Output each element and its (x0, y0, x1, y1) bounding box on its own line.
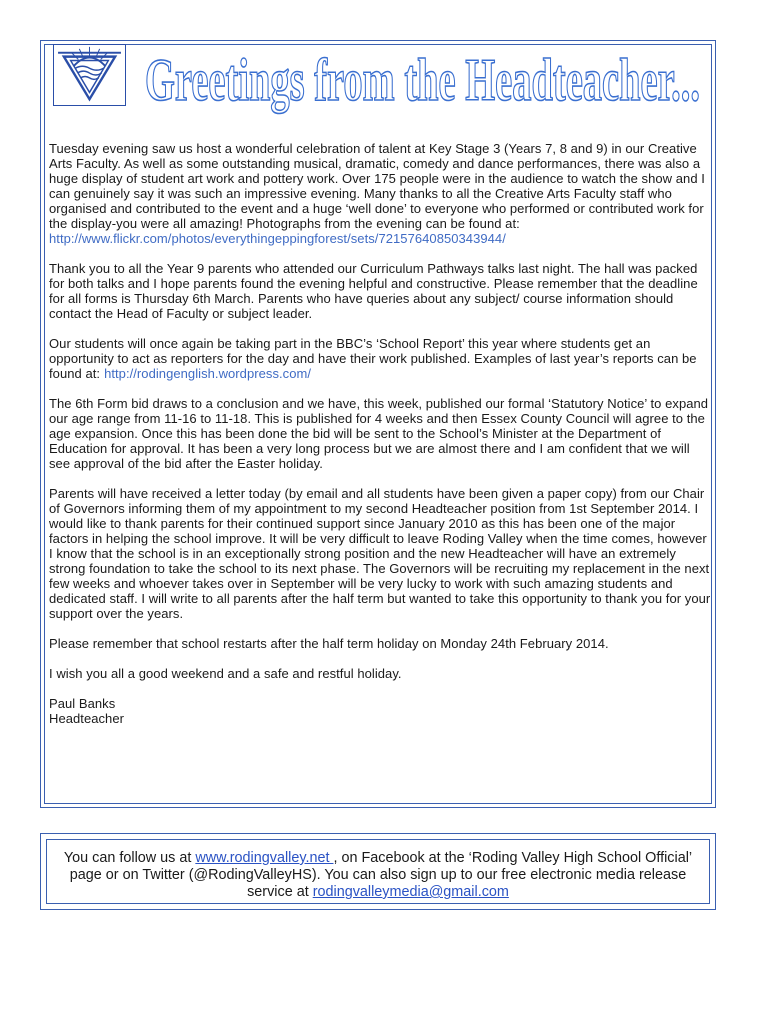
rodingenglish-link[interactable]: http://rodingenglish.wordpress.com/ (104, 366, 312, 381)
footer-text-start: You can follow us at (63, 850, 196, 866)
email-link[interactable]: rodingvalleymedia@gmail.com (312, 884, 509, 900)
school-crest-icon (53, 44, 126, 106)
paragraph-curriculum-pathways: Thank you to all the Year 9 parents who attended our Curriculum Pathways talks last night. The hall was packed for both talks and I hope parents found the evening helpful and constructive. Please remember that the deadline for all forms is Thursday 6th March. Parents who have queries about any subject/ course information should contact the Head of Faculty or subject leader. (49, 261, 698, 321)
signature-role: Headteacher (49, 711, 124, 726)
paragraph-text: Our students will once again be taking part in the BBC’s ‘School Report’ this year where students get an opportunity to act as reporters for the day and have their work published. Examples of last year’s reports can be found at: (49, 336, 697, 381)
paragraph-text: Tuesday evening saw us host a wonderful celebration of talent at Key Stage 3 (Years 7, 8 and 9) in our Creative Arts Faculty. As well as some outstanding musical, dramatic, comedy and dance performances, there was also a huge display of student art work and pottery work. Over 175 people were in the audience to watch the show and I can genuinely say it was such an impressive evening. Many thanks to all the Creative Arts Faculty staff who organised and contributed to the event and a huge ‘well done’ to everyone who performed or contributed work for the display-you were all amazing! Photographs from the evening can be found at: (49, 141, 705, 231)
paragraph-headteacher-appointment: Parents will have received a letter today (by email and all students have been given a paper copy) from our Chair of Governors informing them of my appointment to my second Headteacher position from 1st September 2014. I would like to thank parents for their continued support since January 2010 as this has been one of the major factors in helping the school improve. It will be very difficult to leave Roding Valley when the time comes, however I know that the school is in an exceptionally strong position and the new Headteacher will have an extremely strong foundation to take the school to its next phase. The Governors will be recruiting my replacement in the next few weeks and whoever takes over in September will be very lucky to work with such amazing students and dedicated staff. I will write to all parents after the half term but wanted to take this opportunity to thank you for your support over the years. (49, 486, 711, 621)
website-link[interactable]: www.rodingvalley.net (195, 850, 334, 866)
letter-body (49, 141, 713, 726)
footer-follow-us (52, 850, 704, 901)
footer-text-middle: , on Facebook at the ‘Roding Valley High School Official’ page or on Twitter (@RodingValleyHS). You can also sign up to our free electronic media release service at (69, 850, 693, 900)
paragraph-celebration (49, 141, 713, 246)
page-title (143, 32, 708, 117)
paragraph-term-restart: Please remember that school restarts after the half term holiday on Monday 24th February 2014. (49, 636, 609, 651)
paragraph-sixth-form-bid: The 6th Form bid draws to a conclusion and we have, this week, published our formal ‘Statutory Notice’ to expand our age range from 11-16 to 11-18. This is published for 4 weeks and then Essex County Council will agree to the age expansion. Once this has been done the bid will be sent to the School’s Minister at the Department of Education for approval. It has been a very long process but we are almost there and I am confident that we will see approval of the bid after the Easter holiday. (49, 396, 709, 471)
signature-name: Paul Banks (49, 696, 116, 711)
page-title-text: Greetings from the Headteacher... (145, 47, 700, 113)
flickr-link[interactable]: http://www.flickr.com/photos/everythingeppingforest/sets/72157640850343944/ (49, 231, 506, 246)
signature-block (49, 696, 713, 726)
paragraph-school-report (49, 336, 713, 381)
paragraph-good-wishes: I wish you all a good weekend and a safe and restful holiday. (49, 666, 402, 681)
